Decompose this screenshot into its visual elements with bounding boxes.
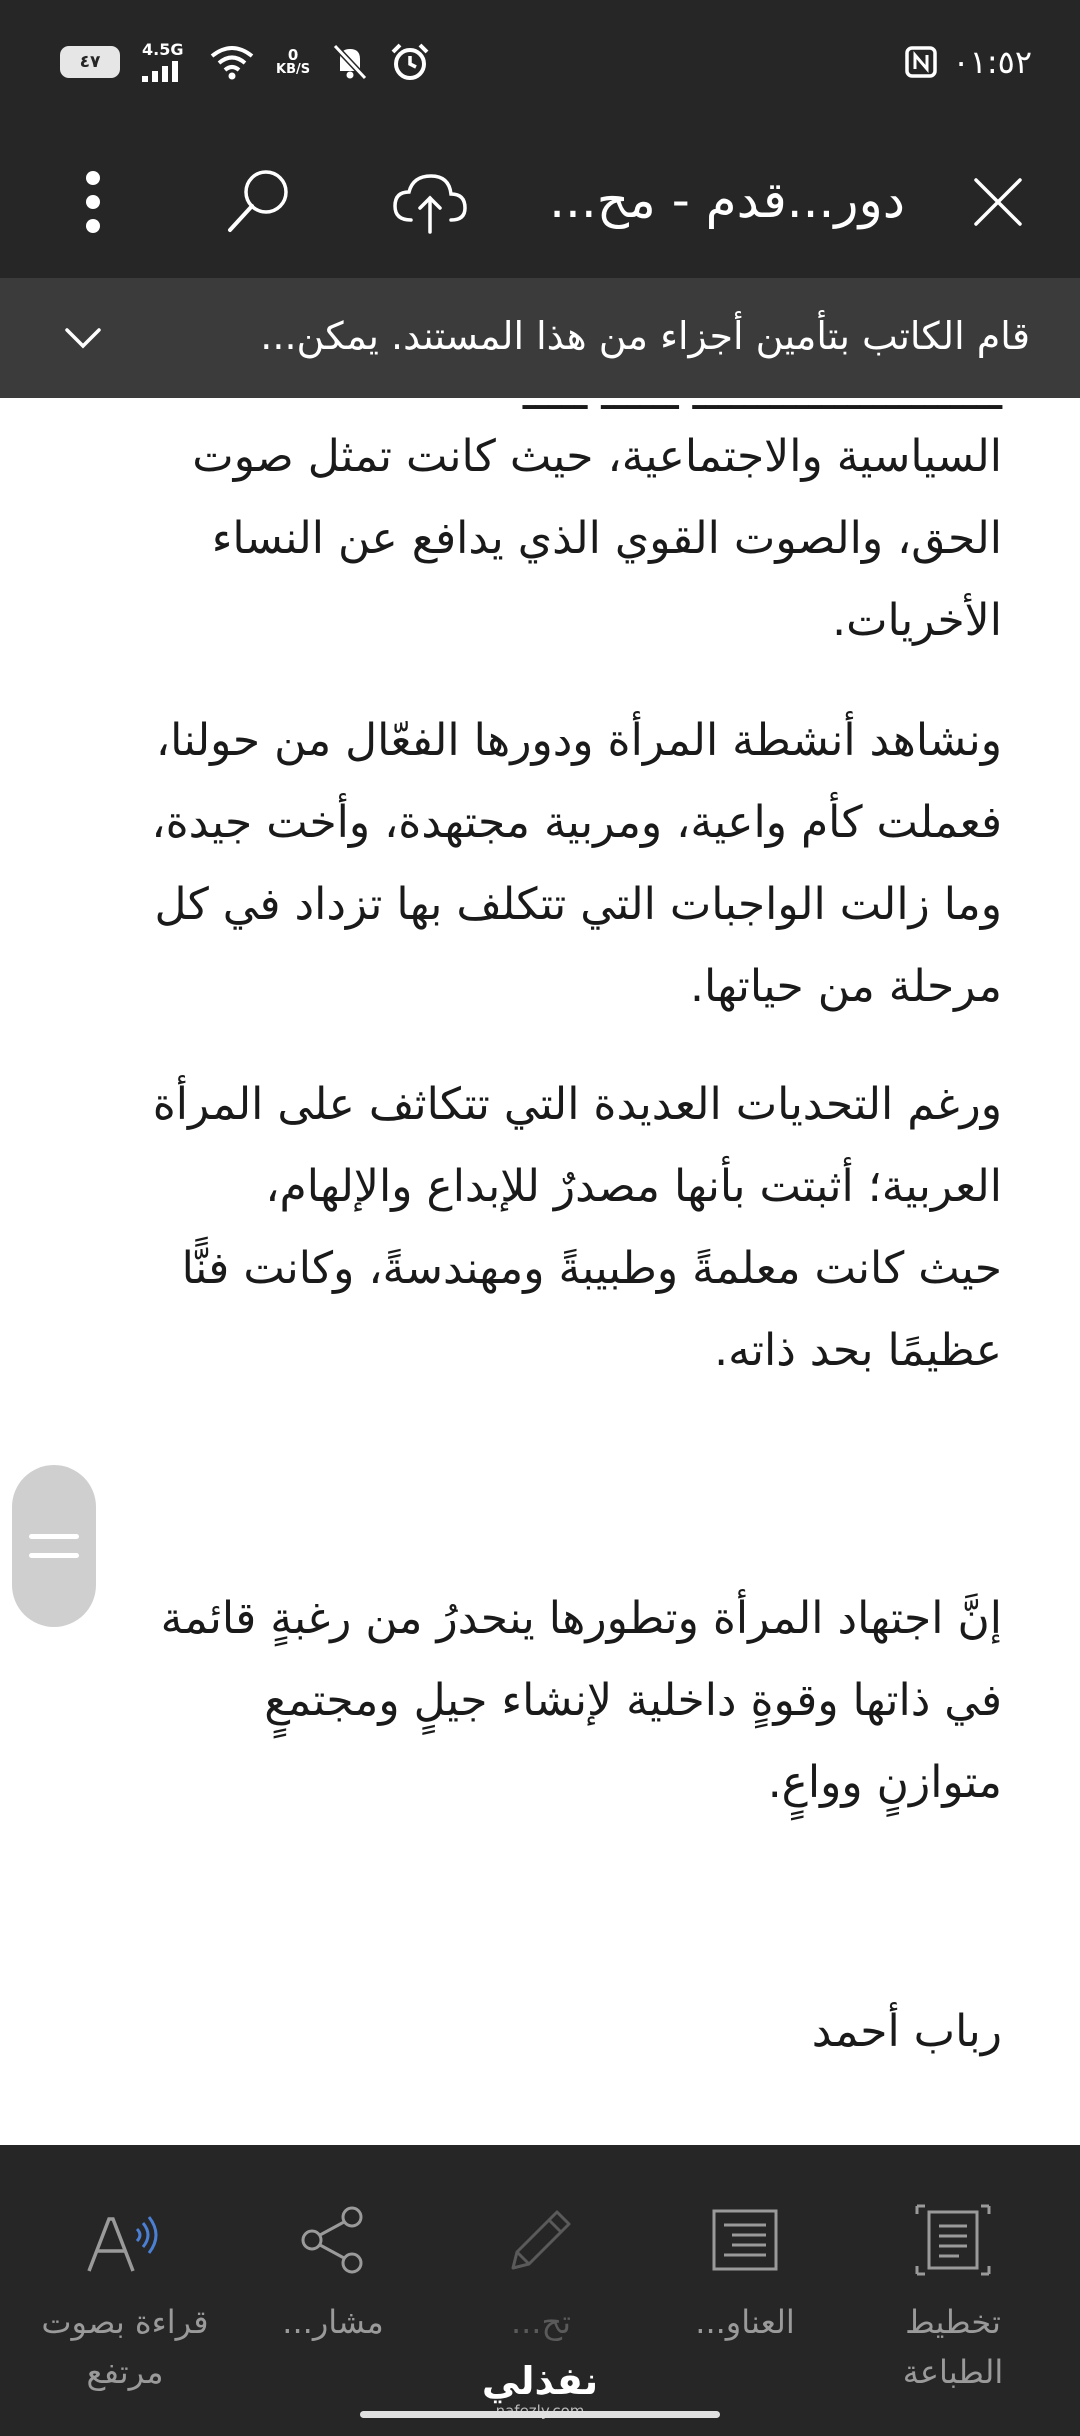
headings-icon [710,2207,780,2273]
banner-text: قام الكاتب بتأمين أجزاء من هذا المستند. يمكن... [260,314,1030,358]
scroll-handle[interactable] [12,1465,96,1627]
paragraph-line: مرحلة من حياتها. [689,961,1002,1012]
paragraph-1 [42,416,1002,662]
battery-icon [60,46,120,78]
mute-bell-icon [332,43,368,81]
label-line: مرتفع [86,2353,164,2391]
upload-button[interactable] [384,159,474,245]
label-line: تخطيط [905,2303,1001,2341]
document-title: دور...قدم - مح... [549,171,905,229]
nfc-icon [904,45,938,79]
paragraph-4 [42,1578,1002,1824]
cut-off-line: ــــــــــــــــــــــــ ــــــ ـــــ [522,369,1002,420]
label-line: العناو... [695,2303,795,2341]
headings-button[interactable] [650,2145,840,2436]
paragraph-line: السياسية والاجتماعية، حيث كانت تمثل صوت [192,431,1002,482]
paragraph-line: العربية؛ أثبتت بأنها مصدرٌ للإبداع والإلهام، [265,1161,1002,1212]
author-signature [42,1991,1002,2073]
print-layout-label [858,2297,1048,2397]
status-bar [0,0,1080,123]
edit-label [446,2297,636,2347]
paragraph-line: في ذاتها وقوةٍ داخلية لإنشاء جيلٍ ومجتمعٍ [264,1675,1002,1726]
alarm-icon [390,42,430,82]
close-icon [970,174,1026,230]
more-vertical-icon [83,170,103,234]
share-label [238,2297,428,2347]
paragraph-3 [42,1064,1002,1392]
share-icon [298,2205,368,2275]
speed-unit: KB/S [276,61,311,77]
handle-grip-line [29,1534,79,1539]
status-time-group [904,40,1032,84]
paragraph-line: عظيمًا بحد ذاته. [714,1325,1002,1376]
document-body[interactable] [0,369,1080,2145]
watermark-main: نفذلي [481,2359,599,2403]
paragraph-line: الأخريات. [832,595,1002,646]
handle-grip-line [29,1553,79,1558]
headings-label [650,2297,840,2347]
chevron-down-icon [63,326,103,350]
paragraph-line: الحق، والصوت القوي الذي يدافع عن النساء [211,513,1002,564]
paragraph-2 [42,700,1002,1028]
battery-level: ٤٧ [79,52,101,72]
search-button[interactable] [215,159,301,245]
edit-pencil-icon [505,2204,577,2276]
paragraph-line: إنَّ اجتهاد المرأة وتطورها ينحدرُ من رغبةٍ قائمة [160,1593,1002,1644]
signal-icon [142,42,188,82]
expand-banner-button[interactable] [58,308,108,368]
read-aloud-button[interactable] [30,2145,220,2436]
close-button[interactable] [955,159,1041,245]
paragraph-line: ورغم التحديات العديدة التي تتكاثف على المرأة [152,1079,1002,1130]
status-icons [60,38,430,86]
print-layout-icon [915,2204,991,2276]
label-line: مشار... [282,2303,384,2341]
data-speed: 0 KB/S [276,45,311,77]
label-line: الطباعة [902,2353,1004,2391]
wifi-icon [210,44,254,80]
label-line: قراءة بصوت [41,2303,209,2341]
read-aloud-label [30,2297,220,2397]
paragraph-line: متوازنٍ وواعٍ. [767,1757,1002,1808]
read-aloud-icon [83,2205,167,2275]
network-type: 4.5G [142,40,184,59]
author-name: رباب أحمد [811,2006,1002,2057]
clock: ٠١:٥٢ [952,43,1032,81]
app-bar [0,123,1080,278]
print-layout-button[interactable] [858,2145,1048,2436]
paragraph-line: وما زالت الواجبات التي تتكلف بها تزداد في كل [154,879,1002,930]
paragraph-line: ونشاهد أنشطة المرأة ودورها الفعّال من حولنا، [155,715,1002,766]
label-line: تح... [510,2303,572,2341]
paragraph-line: حيث كانت معلمةً وطبيبةً ومهندسةً، وكانت فنًّا [181,1243,1002,1294]
paragraph-line: فعملت كأم واعية، ومربية مجتهدة، وأخت جيدة، [151,797,1002,848]
share-button[interactable] [238,2145,428,2436]
cloud-upload-icon [389,170,469,234]
search-icon [220,164,296,240]
more-options-button[interactable] [50,159,136,245]
home-indicator[interactable] [360,2411,720,2418]
